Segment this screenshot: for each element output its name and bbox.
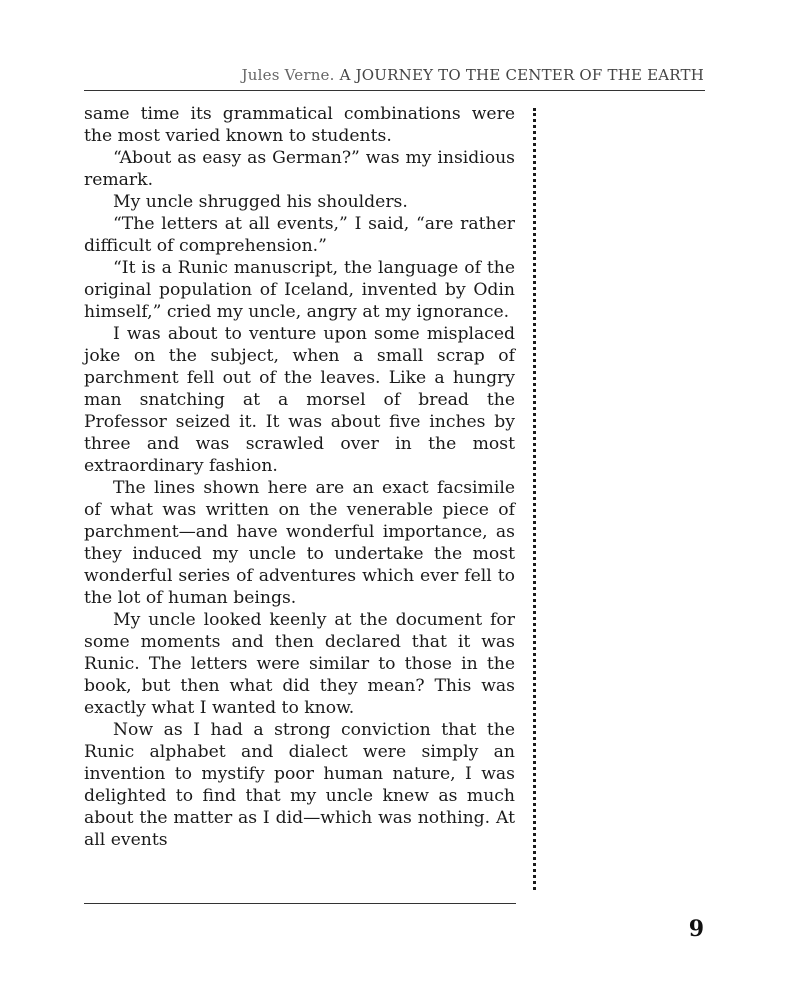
paragraph: “About as easy as German?” was my insidious remark. bbox=[84, 148, 515, 190]
paragraph-continued: same time its grammatical combinations were the most varied known to students. bbox=[84, 104, 515, 146]
paragraph: The lines shown here are an exact facsimile of what was written on the venerable piece of parchment—and have wonderful importance, as they induced my uncle to undertake the most wonderful series of adventures which ever fell to the lot of human beings. bbox=[84, 478, 515, 608]
paragraph: “It is a Runic manuscript, the language of the original population of Iceland, invented by Odin himself,” cried my uncle, angry at my ignorance. bbox=[84, 258, 515, 322]
paragraph: Now as I had a strong conviction that the Runic alphabet and dialect were simply an invention to mystify poor human nature, I was delighted to find that my uncle knew as much about the matter as I did—which was nothing. At all events bbox=[84, 720, 515, 850]
body-text-column bbox=[84, 103, 515, 851]
footer-rule bbox=[84, 903, 516, 904]
header-rule bbox=[84, 90, 705, 91]
paragraph: My uncle looked keenly at the document for some moments and then declared that it was Runic. The letters were similar to those in the book, but then what did they mean? This was exactly what I wanted to know. bbox=[84, 610, 515, 718]
page-number: 9 bbox=[688, 916, 704, 942]
running-head-author: Jules Verne. bbox=[241, 66, 335, 84]
running-head bbox=[84, 66, 704, 84]
running-head-title: A JOURNEY TO THE CENTER OF THE EARTH bbox=[339, 66, 704, 84]
paragraph: I was about to venture upon some misplaced joke on the subject, when a small scrap of parchment fell out of the leaves. Like a hungry man snatching at a morsel of bread the Professor seized it. It was about five inches by three and was scrawled over in the most extraordinary fashion. bbox=[84, 324, 515, 476]
margin-dotted-rule bbox=[533, 108, 536, 890]
paragraph: My uncle shrugged his shoulders. bbox=[113, 192, 408, 212]
paragraph: “The letters at all events,” I said, “are rather difficult of comprehension.” bbox=[84, 214, 515, 256]
